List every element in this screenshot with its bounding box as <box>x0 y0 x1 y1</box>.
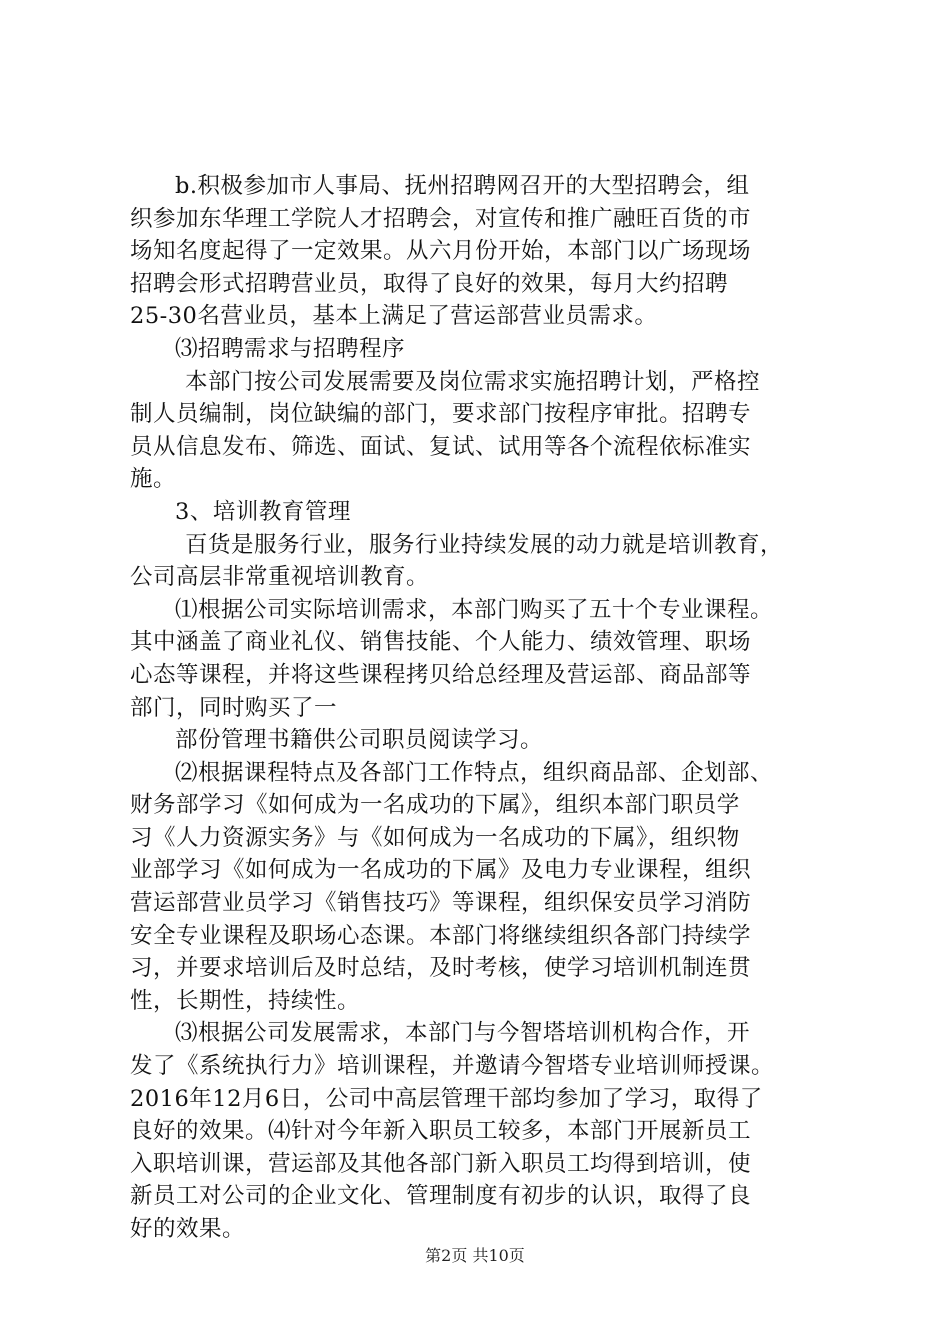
text-line: 织参加东华理工学院人才招聘会，对宣传和推广融旺百货的市 <box>130 205 752 232</box>
text-line: ⑶招聘需求与招聘程序 <box>175 335 406 362</box>
text-line: 安全专业课程及职场心态课。本部门将继续组织各部门持续学 <box>130 922 752 949</box>
text-line: 好的效果。 <box>130 1216 246 1242</box>
text-line: 公司高层非常重视培训教育。 <box>130 564 430 591</box>
text-line: 本部门按公司发展需要及岗位需求实施招聘计划，严格控 <box>185 368 761 395</box>
text-line: 百货是服务行业，服务行业持续发展的动力就是培训教育， <box>185 531 784 558</box>
text-line: 习《人力资源实务》与《如何成为一名成功的下属》，组织物 <box>130 824 740 851</box>
text-line: 2016年12月6日，公司中高层管理干部均参加了学习，取得了 <box>130 1085 763 1112</box>
text-line: 25-30名营业员，基本上满足了营运部营业员需求。 <box>130 303 658 330</box>
text-line: 制人员编制，岗位缺编的部门，要求部门按程序审批。招聘专 <box>130 401 752 428</box>
text-line: 员从信息发布、筛选、面试、复试、试用等各个流程依标准实 <box>130 433 752 460</box>
text-line: 部门，同时购买了一 <box>130 694 338 721</box>
text-line: 部份管理书籍供公司职员阅读学习。 <box>175 727 544 754</box>
document-body <box>130 170 850 1246</box>
text-line: 新员工对公司的企业文化、管理制度有初步的认识，取得了良 <box>130 1183 752 1210</box>
text-line: ⑶根据公司发展需求，本部门与今智塔培训机构合作，开 <box>175 1020 751 1047</box>
text-line: 良好的效果。⑷针对今年新入职员工较多，本部门开展新员工 <box>130 1118 752 1145</box>
text-line: 发了《系统执行力》培训课程，并邀请今智塔专业培训师授课。 <box>130 1053 775 1080</box>
text-line: 心态等课程，并将这些课程拷贝给总经理及营运部、商品部等 <box>130 661 752 688</box>
text-line: ⑵根据课程特点及各部门工作特点，组织商品部、企划部、 <box>175 759 774 786</box>
text-line: 其中涵盖了商业礼仪、销售技能、个人能力、绩效管理、职场 <box>130 629 752 656</box>
text-line: 招聘会形式招聘营业员，取得了良好的效果，每月大约招聘 <box>130 270 729 297</box>
text-line: 财务部学习《如何成为一名成功的下属》，组织本部门职员学 <box>130 792 740 819</box>
text-line: 营运部营业员学习《销售技巧》等课程，组织保安员学习消防 <box>130 890 752 917</box>
text-line: 习，并要求培训后及时总结，及时考核，使学习培训机制连贯 <box>130 955 752 982</box>
text-line: 3、培训教育管理 <box>175 498 351 525</box>
page-footer: 第2页 共10页 <box>425 1246 525 1265</box>
text-line: b.积极参加市人事局、抚州招聘网召开的大型招聘会，组 <box>175 173 750 199</box>
text-line: 场知名度起得了一定效果。从六月份开始，本部门以广场现场 <box>130 238 752 265</box>
text-line: 业部学习《如何成为一名成功的下属》及电力专业课程，组织 <box>130 857 752 884</box>
text-line: 施。 <box>130 466 177 493</box>
text-line: 性，长期性，持续性。 <box>130 987 361 1014</box>
text-line: ⑴根据公司实际培训需求，本部门购买了五十个专业课程。 <box>175 596 774 623</box>
text-line: 入职培训课，营运部及其他各部门新入职员工均得到培训，使 <box>130 1150 752 1177</box>
